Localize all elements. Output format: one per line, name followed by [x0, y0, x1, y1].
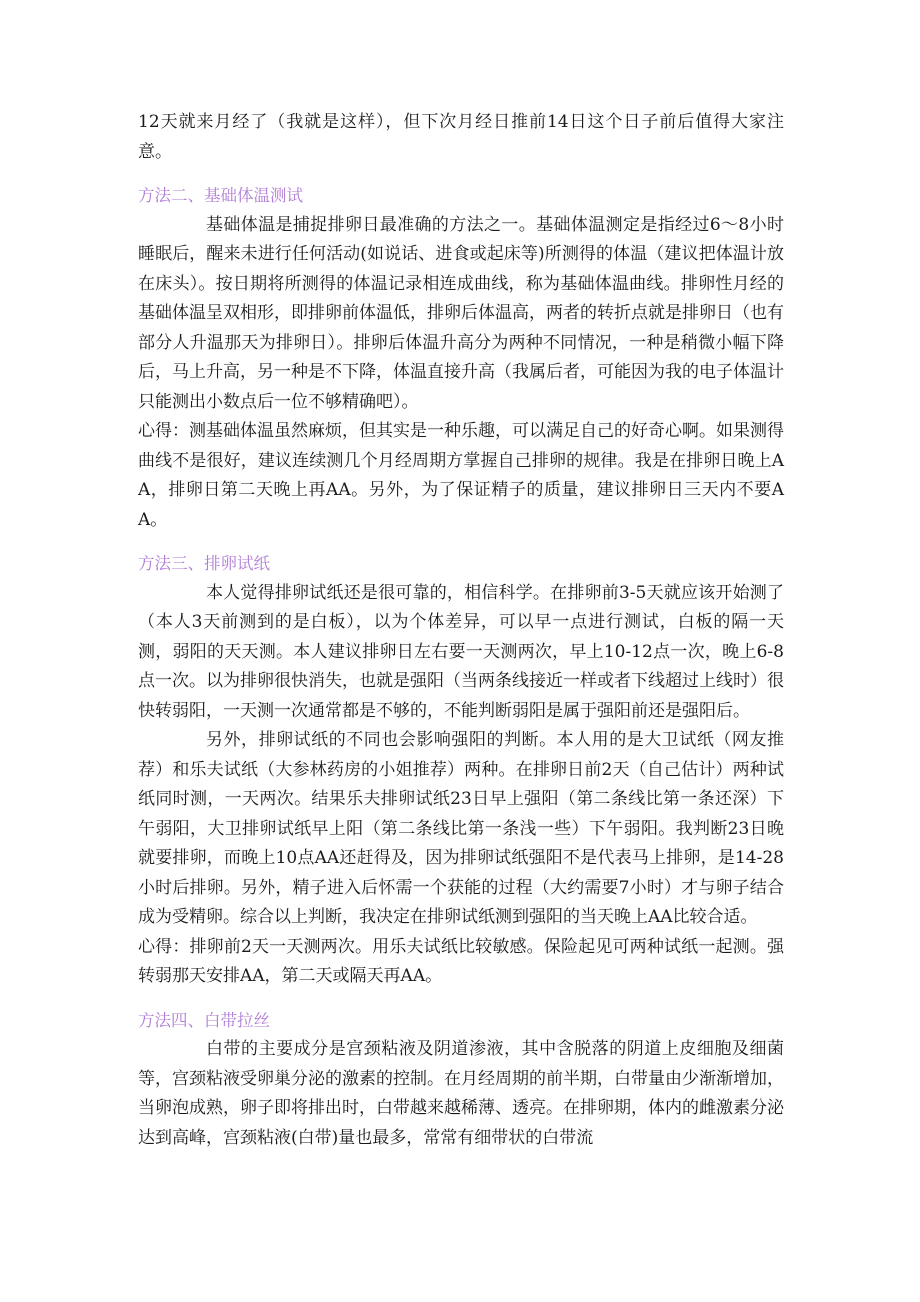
method-3-paragraph-3: 心得：排卵前2天一天测两次。用乐夫试纸比较敏感。保险起见可两种试纸一起测。强转弱那天安排AA，第二天或隔天再AA。 — [138, 936, 784, 986]
method-3-paragraph-2: 另外，排卵试纸的不同也会影响强阳的判断。本人用的是大卫试纸（网友推荐）和乐夫试纸（大参林药房的小姐推荐）两种。在排卵日前2天（自己估计）两种试纸同时测，一天两次。结果乐夫排卵试纸23日早上强阳（第二条线比第一条还深）下午弱阳，大卫排卵试纸早上阳（第二条线比第一条浅一些）下午弱阳。我判断23日晚就要排卵，而晚上10点AA还赶得及，因为排卵试纸强阳不是代表马上排卵，是14-28小时后排卵。另外，精子进入后怀需一个获能的过程（大约需要7小时）才与卵子结合成为受精卵。综合以上判断，我决定在排卵试纸测到强阳的当天晚上AA比较合适。 — [138, 730, 784, 927]
method-4-paragraph-1: 白带的主要成分是宫颈粘液及阴道渗液，其中含脱落的阴道上皮细胞及细菌等，宫颈粘液受卵巢分泌的激素的控制。在月经周期的前半期，白带量由少渐渐增加，当卵泡成熟，卵子即将排出时，白带越来越稀薄、透亮。在排卵期，体内的雌激素分泌达到高峰，宫颈粘液(白带)量也最多，常常有细带状的白带流 — [138, 1039, 784, 1148]
method-2-paragraph-2: 心得：测基础体温虽然麻烦，但其实是一种乐趣，可以满足自己的好奇心啊。如果测得曲线不是很好，建议连续测几个月经周期方掌握自己排卵的规律。我是在排卵日晚上AA，排卵日第二天晚上再AA。另外，为了保证精子的质量，建议排卵日三天内不要AA。 — [138, 421, 784, 530]
method-3-paragraph-1: 本人觉得排卵试纸还是很可靠的，相信科学。在排卵前3-5天就应该开始测了（本人3天前测到的是白板），以为个体差异，可以早一点进行测试，白板的隔一天测，弱阳的天天测。本人建议排卵日左右要一天测两次，早上10-12点一次，晚上6-8点一次。以为排卵很快消失，也就是强阳（当两条线接近一样或者下线超过上线时）很快转弱阳，一天测一次通常都是不够的，不能判断弱阳是属于强阳前还是强阳后。 — [138, 582, 784, 721]
document-page — [138, 108, 784, 1153]
method-2-paragraph-1: 基础体温是捕捉排卵日最准确的方法之一。基础体温测定是指经过6～8小时睡眠后，醒来未进行任何活动(如说话、进食或起床等)所测得的体温（建议把体温计放在床头）。按日期将所测得的体温记录相连成曲线，称为基础体温曲线。排卵性月经的基础体温呈双相形，即排卵前体温低，排卵后体温高，两者的转折点就是排卵日（也有部分人升温那天为排卵日）。排卵后体温升高分为两种不同情况，一种是稍微小幅下降后，马上升高，另一种是不下降，体温直接升高（我属后者，可能因为我的电子体温计只能测出小数点后一位不够精确吧）。 — [138, 214, 784, 412]
method-2-heading: 方法二、基础体温测试 — [138, 186, 303, 205]
method-4-heading: 方法四、白带拉丝 — [138, 1010, 270, 1030]
method-3-heading: 方法三、排卵试纸 — [138, 554, 270, 573]
intro-paragraph: 12天就来月经了（我就是这样），但下次月经日推前14日这个日子前后值得大家注意。 — [138, 112, 784, 162]
